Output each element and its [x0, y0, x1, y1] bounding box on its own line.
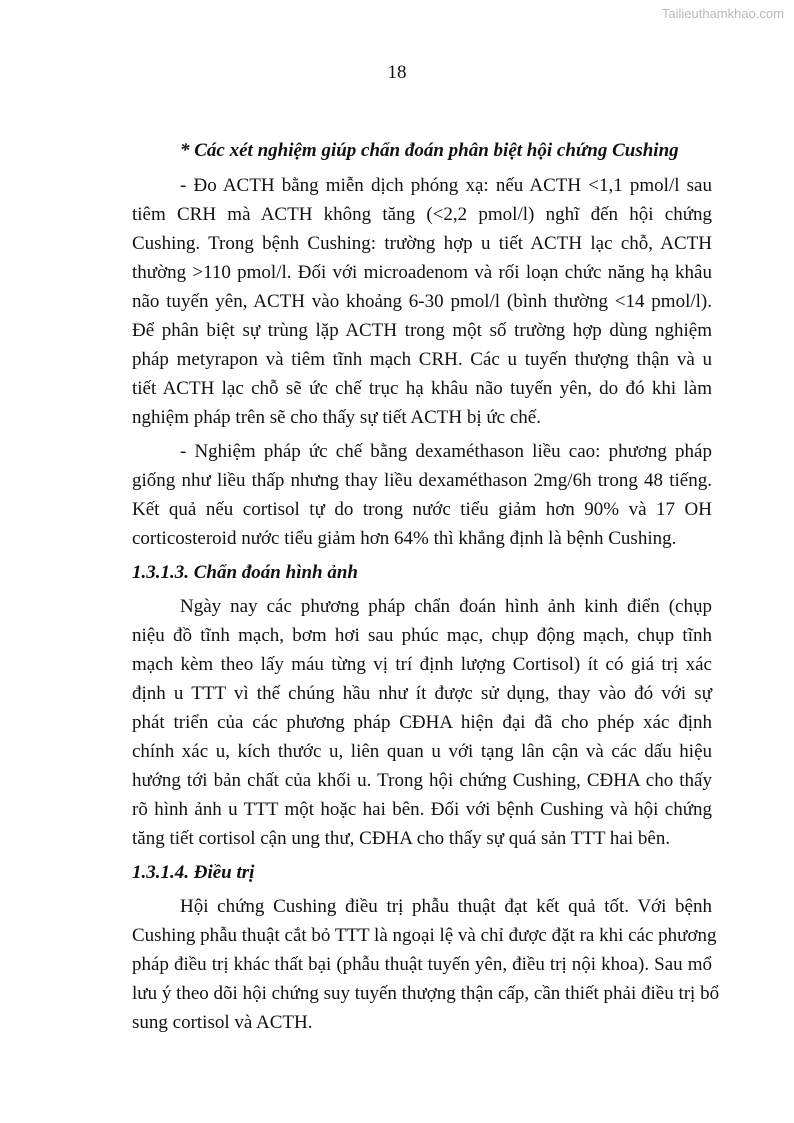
text-line: tăng tiết cortisol cận ung thư, CĐHA cho thấy sự quá sản TTT hai bên. — [132, 828, 671, 849]
text-line: mạch kèm theo lấy máu từng vị trí định lượng Cortisol) ít có giá trị xác — [132, 654, 712, 675]
text-line: định u TTT vì thế chúng hầu như ít được sử dụng, thay vào đó với sự — [132, 683, 712, 704]
text-line: não tuyến yên, ACTH vào khoảng 6-30 pmol/l (bình thường <14 pmol/l). — [132, 291, 712, 312]
text-line: corticosteroid nước tiểu giảm hơn 64% thì khẳng định là bệnh Cushing. — [132, 528, 677, 549]
text-line: tiêm CRH mà ACTH không tăng (<2,2 pmol/l) nghĩ đến hội chứng — [132, 204, 712, 225]
text-line: Cushing. Trong bệnh Cushing: trường hợp u tiết ACTH lạc chỗ, ACTH — [132, 233, 712, 254]
paragraph — [132, 892, 720, 1037]
text-line: Để phân biệt sự trùng lặp ACTH trong một số trường hợp dùng nghiệm — [132, 320, 712, 341]
text-line: thường >110 pmol/l. Đối với microadenom và rối loạn chức năng hạ khâu — [132, 262, 712, 283]
text-line: nghiệm pháp trên sẽ cho thấy sự tiết ACTH bị ức chế. — [132, 407, 541, 428]
section-heading: 1.3.1.4. Điều trị — [132, 862, 255, 883]
page-number: 18 — [387, 62, 407, 83]
text-line: pháp điều trị khác thất bại (phẫu thuật tuyến yên, điều trị nội khoa). Sau mổ — [132, 954, 712, 975]
text-line: - Đo ACTH bằng miễn dịch phóng xạ: nếu ACTH <1,1 pmol/l sau — [180, 175, 712, 196]
watermark: Tailieuthamkhao.com — [661, 6, 784, 21]
text-line: giống như liều thấp nhưng thay liều dexaméthason 2mg/6h trong 48 tiếng. — [132, 470, 712, 491]
text-line: Ngày nay các phương pháp chẩn đoán hình ảnh kinh điển (chụp — [180, 596, 712, 617]
paragraph — [132, 437, 712, 553]
document-body — [132, 136, 720, 1042]
text-line: Kết quả nếu cortisol tự do trong nước tiểu giảm hơn 90% và 17 OH — [132, 499, 712, 520]
section-heading: 1.3.1.3. Chẩn đoán hình ảnh — [132, 562, 358, 583]
text-line: tiết ACTH lạc chỗ sẽ ức chế trục hạ khâu não tuyến yên, do đó khi làm — [132, 378, 712, 399]
text-line: lưu ý theo dõi hội chứng suy tuyến thượng thận cấp, cần thiết phải điều trị bổ — [132, 983, 720, 1004]
paragraph — [132, 592, 712, 853]
paragraph — [132, 171, 712, 432]
text-line: niệu đồ tĩnh mạch, bơm hơi sau phúc mạc, chụp động mạch, chụp tĩnh — [132, 625, 712, 646]
section-title: * Các xét nghiệm giúp chẩn đoán phân biệt hội chứng Cushing — [180, 140, 679, 161]
text-line: chính xác u, kích thước u, liên quan u với tạng lân cận và các dấu hiệu — [132, 741, 712, 762]
text-line: hướng tới bản chất của khối u. Trong hội chứng Cushing, CĐHA cho thấy — [132, 770, 712, 791]
text-line: pháp metyrapon và tiêm tĩnh mạch CRH. Các u tuyến thượng thận và u — [132, 349, 712, 370]
text-line: sung cortisol và ACTH. — [132, 1012, 313, 1033]
text-line: Hội chứng Cushing điều trị phẫu thuật đạt kết quả tốt. Với bệnh — [180, 896, 712, 917]
text-line: - Nghiệm pháp ức chế bằng dexaméthason liều cao: phương pháp — [180, 441, 712, 462]
text-line: rõ hình ảnh u TTT một hoặc hai bên. Đối với bệnh Cushing và hội chứng — [132, 799, 712, 820]
text-line: phát triển của các phương pháp CĐHA hiện đại đã cho phép xác định — [132, 712, 712, 733]
text-line: Cushing phẫu thuật cắt bỏ TTT là ngoại lệ và chỉ được đặt ra khi các phương — [132, 925, 717, 946]
